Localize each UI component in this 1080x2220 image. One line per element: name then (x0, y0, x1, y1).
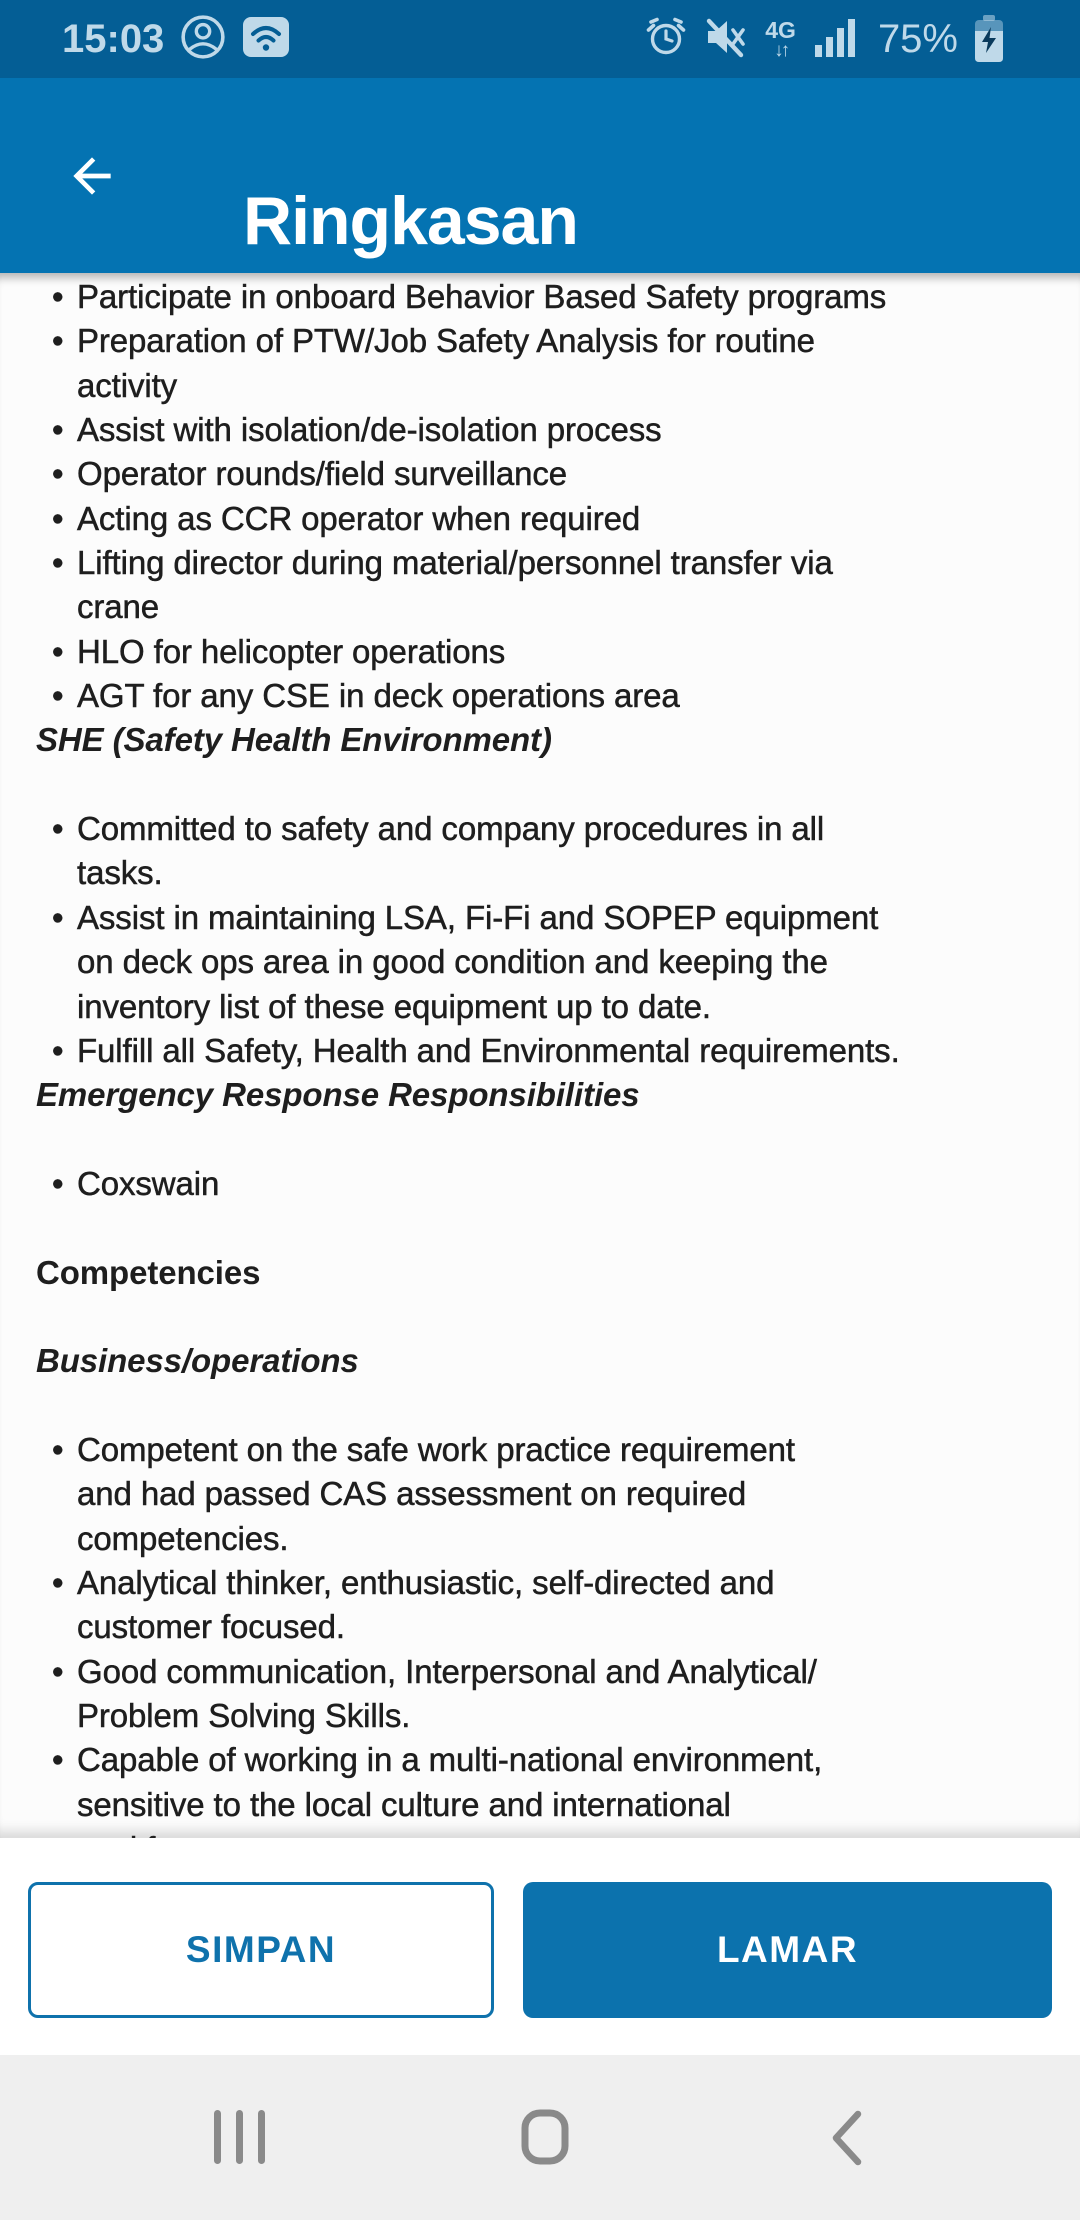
system-navigation-bar (0, 2055, 1080, 2220)
section-heading: Emergency Response Responsibilities (36, 1076, 640, 1114)
bullet-glyph: • (52, 632, 64, 670)
bullet-line: • Assist in maintaining LSA, Fi-Fi and SOPEP equipment (0, 896, 1080, 940)
bullet-line: • Preparation of PTW/Job Safety Analysis for routine (0, 319, 1080, 363)
4g-updown-icon: 4G ↓↑ (765, 16, 796, 61)
recents-icon[interactable] (214, 2110, 265, 2164)
bullet-glyph: • (52, 677, 64, 715)
status-bar-right (645, 15, 1004, 63)
bullet-glyph: • (52, 1164, 64, 1202)
bullet-glyph: • (52, 1563, 64, 1601)
nav-back-icon[interactable] (827, 2109, 867, 2172)
blank-line (0, 763, 1080, 807)
bullet-line: • Competent on the safe work practice requirement (0, 1428, 1080, 1472)
mute-icon (703, 16, 747, 63)
wrapped-line: sensitive to the local culture and international (77, 1785, 731, 1823)
section-heading: SHE (Safety Health Environment) (36, 721, 552, 759)
bullet-line: • Capable of working in a multi-national environment, (0, 1738, 1080, 1782)
bullet-line: • Good communication, Interpersonal and Analytical/ (0, 1650, 1080, 1694)
bullet-glyph: • (52, 455, 64, 493)
wrapped-line: Problem Solving Skills. (77, 1697, 411, 1734)
blank-line (0, 1384, 1080, 1428)
battery-percent: 75% (877, 16, 958, 61)
home-icon[interactable] (521, 2109, 569, 2170)
section-heading: Competencies (36, 1253, 261, 1291)
bullet-glyph: • (52, 1031, 64, 1069)
wrapped-line: crane (77, 588, 160, 626)
bullet-glyph: • (52, 411, 64, 449)
bullet-glyph: • (52, 1430, 64, 1468)
bullet-line: • Assist with isolation/de-isolation process (0, 408, 1080, 452)
status-bar (0, 0, 1080, 78)
section-heading: Business/operations (36, 1342, 359, 1380)
wrapped-line: activity (77, 366, 178, 404)
wrapped-line: customer focused. (77, 1608, 345, 1646)
profile-icon (180, 14, 226, 65)
bullet-glyph: • (52, 278, 64, 315)
app-bar (0, 78, 1080, 273)
status-time: 15:03 (62, 16, 165, 61)
bullet-line: • HLO for helicopter operations (0, 630, 1080, 674)
signal-strength-icon (814, 16, 858, 63)
bullet-line: • AGT for any CSE in deck operations area (0, 674, 1080, 718)
bullet-line: • Lifting director during material/personnel transfer via (0, 541, 1080, 585)
alarm-icon (645, 16, 687, 63)
bullet-glyph: • (52, 499, 64, 537)
wrapped-line: competencies. (77, 1519, 289, 1557)
blank-line (0, 1206, 1080, 1250)
wrapped-line: on deck ops area in good condition and keeping the (77, 943, 828, 981)
wrapped-line: tasks. (77, 854, 163, 892)
back-arrow-icon[interactable] (64, 148, 120, 204)
bullet-line: • Acting as CCR operator when required (0, 497, 1080, 541)
save-button[interactable]: SIMPAN (28, 1882, 494, 2018)
bullet-glyph: • (52, 322, 64, 360)
wrapped-line: inventory list of these equipment up to date. (77, 987, 711, 1025)
bullet-line: • Analytical thinker, enthusiastic, self-directed and (0, 1561, 1080, 1605)
wifi-calling-icon (242, 16, 290, 63)
status-bar-left (62, 14, 290, 65)
bullet-line: • Committed to safety and company procedures in all (0, 807, 1080, 851)
wrapped-line: and had passed CAS assessment on required (77, 1475, 747, 1513)
apply-button[interactable]: LAMAR (523, 1882, 1052, 2018)
bullet-line: • Coxswain (0, 1162, 1080, 1206)
bullet-line: • Operator rounds/field surveillance (0, 452, 1080, 496)
job-description-scroll-area[interactable] (0, 273, 1080, 1838)
blank-line (0, 1118, 1080, 1162)
bullet-glyph: • (52, 544, 64, 582)
bullet-glyph: • (52, 898, 64, 936)
bullet-line: • Participate in onboard Behavior Based Safety programs (0, 275, 1080, 319)
page-title: Ringkasan (243, 183, 578, 260)
blank-line (0, 1295, 1080, 1339)
bullet-glyph: • (52, 1652, 64, 1690)
bullet-glyph: • (52, 1741, 64, 1779)
battery-charging-icon (974, 15, 1004, 63)
bullet-line: • Fulfill all Safety, Health and Environmental requirements. (0, 1029, 1080, 1073)
bullet-glyph: • (52, 810, 64, 848)
action-button-bar (0, 1838, 1080, 2055)
